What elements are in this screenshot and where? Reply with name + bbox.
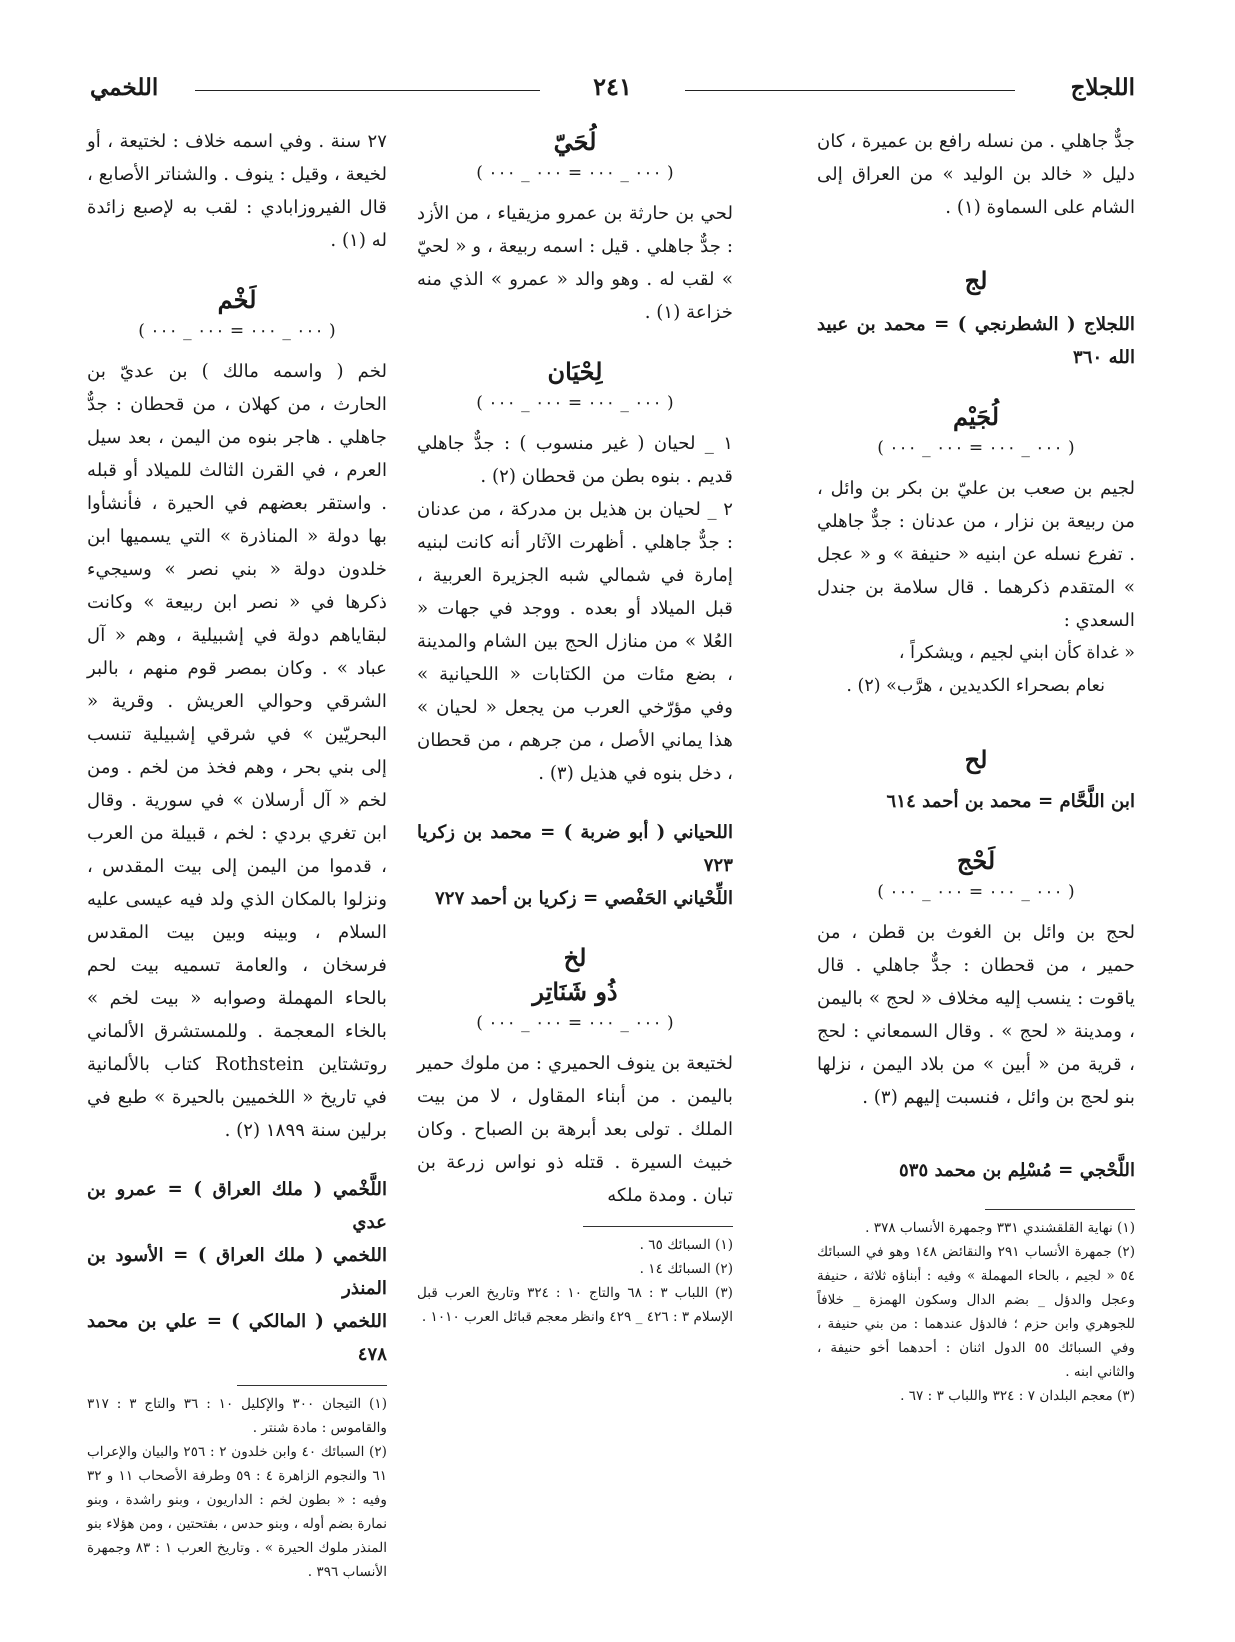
cross-reference-entry: اللِّحْياني الحَفْصي = زكريا بن أحمد ٧٢٧ xyxy=(435,888,733,909)
footnote: (٣) معجم البلدان ٧ : ٣٢٤ واللباب ٣ : ٦٧ . xyxy=(900,1388,1135,1404)
entry-heading: لُجَيْم xyxy=(952,402,1000,431)
header-rule-right xyxy=(685,90,1015,91)
footnote-separator xyxy=(985,1209,1135,1210)
section-heading: لج xyxy=(964,266,988,295)
footnote: (١) التيجان ٣٠٠ والإكليل ١٠ : ٣٦ والتاج ٣ : ٣١٧ والقاموس : مادة شنتر . xyxy=(87,1396,387,1436)
page-number: ٢٤١ xyxy=(593,72,632,101)
column-middle xyxy=(417,125,733,1329)
entry-dates: ( ٠٠٠ _ ٠٠٠ = ٠٠٠ _ ٠٠٠ ) xyxy=(476,393,674,413)
entry-heading: لَحْج xyxy=(956,846,996,875)
entry-heading: لَخْم xyxy=(217,285,257,314)
cross-reference-entry: اللحياني ( أبو ضربة ) = محمد بن زكريا ٧٢٣ xyxy=(417,822,733,876)
verse-line: « غداة كأن ابني لجيم ، ويشكراً ، xyxy=(898,643,1135,663)
entry-text: لجيم بن صعب بن عليّ بن بكر بن وائل ، من ربيعة بن نزار ، من عدنان : جدٌّ جاهلي . تفرع نسله عن ابنيه « حنيفة » و « عجل » المتقدم ذكرهما . قال سلامة بن جندل السعدي : xyxy=(817,478,1135,631)
entry-heading: ذُو شَنَاتِر xyxy=(532,977,618,1006)
entry-continued-text: جدٌّ جاهلي . من نسله رافع بن عميرة ، كان دليل « خالد بن الوليد » من العراق إلى الشام على السماوة (١) . xyxy=(817,131,1135,218)
entry-text: لخم ( واسمه مالك ) بن عديّ بن الحارث ، من كهلان ، من قحطان : جدٌّ جاهلي . هاجر بنوه من اليمن ، بعد سيل العرم ، في القرن الثالث للميلاد أو قبله . واستقر بعضهم في الحيرة ، فأنشأوا بها دولة « المناذرة » التي يسميها ابن خلدون دولة « بني نصر » وسيجيء ذكرها في « نصر ابن ربيعة » وكانت لبقاياهم دولة في إشبيلية ، وهم « آل عباد » . وكان بمصر قوم منهم ، بالبر الشرقي وحوالي العريش . وقرية « البحريّين » في شرقي إشبيلية تنسب إلى بني بحر ، وهم فخذ من لخم . ومن لخم « آل أرسلان » في سورية . وقال ابن تغري بردي : لخم ، قبيلة من العرب ، قدموا من اليمن إلى بيت المقدس ، ونزلوا بالمكان الذي ولد فيه عيسى عليه السلام ، وبينه وبين بيت المقدس فرسخان ، والعامة تسميه بيت لحم بالحاء المهملة وصوابه « بيت لخم » بالخاء المعجمة . وللمستشرق الألماني روتشتاين Rothstein كتاب بالألمانية في تاريخ « اللخميين بالحيرة » طبع في برلين سنة ١٨٩٩ (٢) . xyxy=(87,361,387,1141)
footnote: (١) نهاية القلقشندي ٣٣١ وجمهرة الأنساب ٣٧٨ . xyxy=(865,1220,1135,1236)
header-right-word: اللجلاج xyxy=(1070,74,1135,101)
cross-reference-entry: اللجلاج ( الشطرنجي ) = محمد بن عبيد الله ٣٦٠ xyxy=(817,314,1135,368)
entry-dates: ( ٠٠٠ _ ٠٠٠ = ٠٠٠ _ ٠٠٠ ) xyxy=(138,321,336,341)
entry-text: لختيعة بن ينوف الحميري : من ملوك حمير باليمن . من أبناء المقاول ، لا من بيت الملك . تولى بعد أبرهة بن الصباح . وكان خبيث السيرة . قتله ذو نواس زرعة بن تبان . ومدة ملكه xyxy=(417,1053,733,1206)
cross-reference-entry: اللَّحْجي = مُسْلِم بن محمد ٥٣٥ xyxy=(898,1160,1135,1181)
entry-dates: ( ٠٠٠ _ ٠٠٠ = ٠٠٠ _ ٠٠٠ ) xyxy=(476,1013,674,1033)
footnote: (١) السبائك ٦٥ . xyxy=(639,1237,733,1253)
entry-continued-text: ٢٧ سنة . وفي اسمه خلاف : لختيعة ، أو لخيعة ، وقيل : ينوف . والشناتر الأصابع ، قال الفيروزابادي : لقب به لإصبع زائدة له (١) . xyxy=(87,131,387,251)
footnote-separator xyxy=(237,1385,387,1386)
entry-heading: لِحْيَان xyxy=(547,357,603,386)
verse-line: نعام بصحراء الكديدين ، هرَّب» (٢) . xyxy=(846,676,1105,696)
column-left xyxy=(87,125,387,1584)
entry-dates: ( ٠٠٠ _ ٠٠٠ = ٠٠٠ _ ٠٠٠ ) xyxy=(476,163,674,183)
column-right xyxy=(817,125,1135,1408)
footnote: (٣) اللباب ٣ : ٦٨ والتاج ١٠ : ٣٢٤ وتاريخ العرب قبل الإسلام ٣ : ٤٢٦ _ ٤٢٩ وانظر معجم قبائل العرب ١٠١٠ . xyxy=(417,1285,733,1325)
cross-reference-entry: اللخمي ( ملك العراق ) = الأسود بن المنذر xyxy=(87,1245,387,1299)
section-heading: لخ xyxy=(563,943,587,972)
entry-dates: ( ٠٠٠ _ ٠٠٠ = ٠٠٠ _ ٠٠٠ ) xyxy=(877,438,1075,458)
cross-reference-entry: ابن اللَّحَّام = محمد بن أحمد ٦١٤ xyxy=(886,791,1135,812)
footnote: (٢) السبائك ٤٠ وابن خلدون ٢ : ٢٥٦ والبيان والإعراب ٦١ والنجوم الزاهرة ٤ : ٥٩ وطرفة الأصحاب ١١ و ٣٢ وفيه : « بطون لخم : الداريون ، وبنو راشدة ، وبنو نمارة بضم أوله ، وبنو حدس ، بفتحتين ، ومن هؤلاء بنو المنذر ملوك الحيرة » . وتاريخ العرب ١ : ٨٣ وجمهرة الأنساب ٣٩٦ . xyxy=(87,1444,387,1580)
header-left-word: اللخمي xyxy=(90,74,159,101)
footnote-separator xyxy=(583,1226,733,1227)
header-rule-left xyxy=(195,90,540,91)
footnote: (٢) جمهرة الأنساب ٢٩١ والنقائض ١٤٨ وهو في السبائك ٥٤ « لجيم ، بالحاء المهملة » وفيه : أبناؤه ثلاثة ، حنيفة وعجل والدؤل _ بضم الدال وسكون الهمزة _ خلافاً للجوهري وابن حزم ؛ فالدؤل عندهما : من بني حنيفة ، وفي السبائك ٥٥ الدول اثنان : أحدهما أخو حنيفة ، والثاني ابنه . xyxy=(817,1244,1135,1380)
entry-heading: لُحَيّ xyxy=(553,127,597,156)
cross-reference-entry: اللَّخْمي ( ملك العراق ) = عمرو بن عدي xyxy=(87,1179,387,1233)
cross-reference-entry: اللخمي ( المالكي ) = علي بن محمد ٤٧٨ xyxy=(87,1311,387,1365)
entry-text: ١ _ لحيان ( غير منسوب ) : جدٌّ جاهلي قديم . بنوه بطن من قحطان (٢) . xyxy=(417,433,733,487)
section-heading: لح xyxy=(964,745,988,774)
entry-text: لحج بن وائل بن الغوث بن قطن ، من حمير ، من قحطان : جدٌّ جاهلي . قال ياقوت : ينسب إليه مخلاف « لحج » باليمن ، ومدينة « لحج » . وقال السمعاني : لحج ، قرية من « أبين » من بلاد اليمن ، نزلها بنو لحج بن وائل ، فنسبت إليهم (٣) . xyxy=(817,922,1135,1108)
page-header xyxy=(90,70,1135,110)
entry-dates: ( ٠٠٠ _ ٠٠٠ = ٠٠٠ _ ٠٠٠ ) xyxy=(877,882,1075,902)
entry-text: ٢ _ لحيان بن هذيل بن مدركة ، من عدنان : جدٌّ جاهلي . أظهرت الآثار أنه كانت لبنيه إمارة في شمالي شبه الجزيرة العربية ، قبل الميلاد أو بعده . ووجد في جهات « العُلا » من منازل الحج بين الشام والمدينة ، بضع مئات من الكتابات « اللحيانية » وفي مؤرّخي العرب من يجعل « لحيان » هذا يماني الأصل ، من جرهم ، من قحطان ، دخل بنوه في هذيل (٣) . xyxy=(417,499,733,784)
entry-text: لحي بن حارثة بن عمرو مزيقياء ، من الأزد : جدٌّ جاهلي . قيل : اسمه ربيعة ، و « لحيّ » لقب له . وهو والد « عمرو » الذي منه خزاعة (١) . xyxy=(417,203,733,323)
footnote: (٢) السبائك ١٤ . xyxy=(639,1261,733,1277)
